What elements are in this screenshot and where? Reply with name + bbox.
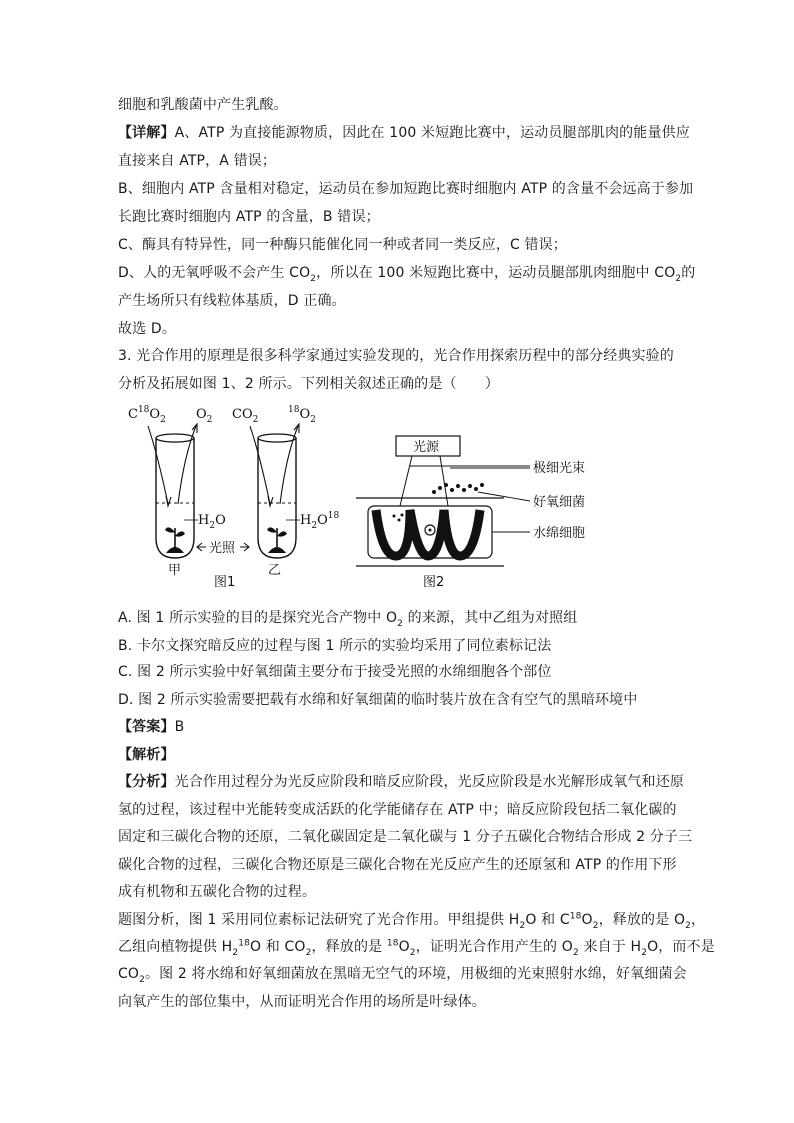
detail-b-line-2: 长跑比赛时细胞内 ATP 的含量，B 错误； [118,209,380,225]
detail-d-line-2: 产生场所只有线粒体基质，D 正确。 [118,293,346,309]
option-b: B. 卡尔文探究暗反应的过程与图 1 所示的实验均采用了同位素标记法 [118,638,552,654]
label-light-source: 光源 [413,440,440,455]
label-light: 光照 [209,541,236,556]
label-thin-beam: 极细光束 [533,461,586,476]
option-c: C. 图 2 所示实验中好氧细菌主要分布于接受光照的水绵细胞各个部位 [118,664,552,680]
figure-analysis-line-4: 向氧产生的部位集中，从而证明光合作用的场所是叶绿体。 [118,994,486,1010]
tube-yi [250,424,300,558]
label-18o2: $^{18}O_2$ [288,405,316,425]
fenxi-line-2: 氢的过程，该过程中光能转变成活跃的化学能储存在 ATP 中；暗反应阶段包括二氧化碳的 [118,802,677,818]
fenxi-line-3: 固定和三碳化合物的还原，二氧化碳固定是二氧化碳与 1 分子五碳化合物结合形成 2 分子三 [118,829,693,845]
option-d: D. 图 2 所示实验需要把载有水绵和好氧细菌的临时装片放在含有空气的黑暗环境中 [118,692,638,708]
figure-analysis-line-3: $CO_2$。图 2 将水绵和好氧细菌放在黑暗无空气的环境，用极细的光束照射水绵，好氧细菌会 [118,966,687,985]
detail-c-line: C、酶具有特异性，同一种酶只能催化同一种或者同一类反应，C 错误； [118,237,567,253]
figure-analysis-line-2: 乙组向植物提供 $H_2^{18}O$ 和 $CO_2$，释放的是 $^{18}O_2$，证明光合作用产生的 $O_2$ 来自于 $H_2O$，而不是 [118,938,715,958]
figure-svg [118,396,638,596]
caption-fig1: 图1 [214,575,236,590]
figure-analysis-line-1: 题图分析，图 1 采用同位素标记法研究了光合作用。甲组提供 $H_2O$ 和 $C^{18}O_2$，释放的是 $O_2$， [118,911,706,931]
label-o2: $O_2$ [196,407,213,425]
caption-fig2: 图2 [423,575,445,590]
label-c18o2: $C^{18}O_2$ [128,405,166,425]
label-h2o18: $H_2O^{18}$ [300,511,340,531]
question-3-stem-1: 3. 光合作用的原理是很多科学家通过实验发现的，光合作用探索历程中的部分经典实验的 [118,348,674,364]
detail-d-line-1: D、人的无氧呼吸不会产生 $CO_2$，所以在 100 米短跑比赛中，运动员腿部肌肉细胞中 $CO_2$的 [118,265,696,284]
analysis-heading: 【解析】 [118,747,175,763]
option-a: A. 图 1 所示实验的目的是探究光合产物中 $O_2$ 的来源，其中乙组为对照组 [118,610,578,629]
tube-jia [148,424,198,558]
question-3-stem-2: 分析及拓展如图 1、2 所示。下列相关叙述正确的是（ ） [118,376,500,392]
choice-line: 故选 D。 [118,321,176,337]
detail-a-line-2: 直接来自 ATP，A 错误； [118,153,277,169]
answer-line: 【答案】B [118,719,185,735]
label-jia: 甲 [168,563,182,578]
figure-2-diagram [356,436,530,566]
detail-a-line-1: 【详解】A、ATP 为直接能源物质，因此在 100 米短跑比赛中，运动员腿部肌肉的能量供应 [118,125,690,141]
answer-value: B [174,719,185,735]
label-spirogyra: 水绵细胞 [533,526,586,541]
fenxi-line-1: 【分析】光合作用过程分为光反应阶段和暗反应阶段，光反应阶段是水光解形成氧气和还原 [118,774,685,790]
fenxi-line-5: 成有机物和五碳化合物的过程。 [118,884,317,900]
detail-b-line-1: B、细胞内 ATP 含量相对稳定，运动员在参加短跑比赛时细胞内 ATP 的含量不会远高于参加 [118,181,694,197]
detail-tag: 【详解】 [118,125,175,141]
label-co2: $CO_2$ [232,407,259,425]
fenxi-line-4: 碳化合物的过程，三碳化合物还原是三碳化合物在光反应产生的还原氢和 ATP 的作用下形 [118,857,677,873]
label-aerobic-bacteria: 好氧细菌 [533,495,586,510]
label-h2o: $H_2O$ [198,513,226,531]
experiment-figure [118,396,638,596]
prev-line-1: 细胞和乳酸菌中产生乳酸。 [118,97,288,113]
label-yi: 乙 [268,563,282,578]
